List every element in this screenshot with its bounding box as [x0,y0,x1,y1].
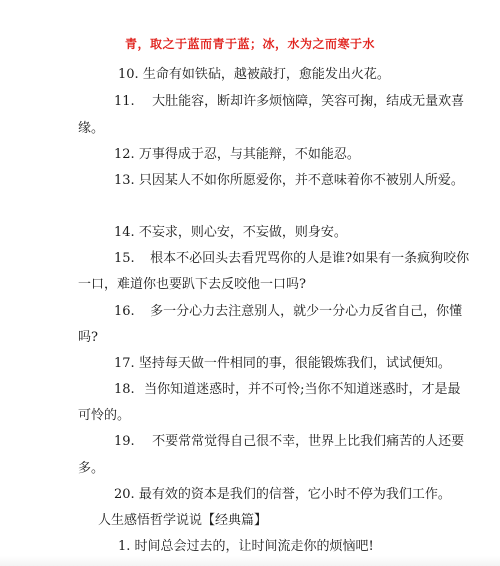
item-text: 不要常常觉得自己很不幸，世界上比我们痛苦的人还要 [152,434,465,449]
item-text: 万事得成于忍，与其能辩，不如能忍。 [138,147,360,162]
item-continuation: 一口，难道你也要趴下去反咬他一口吗? [78,277,306,292]
item-continuation: 缘。 [78,121,105,136]
list-item [114,146,360,163]
list-item [114,355,451,372]
item-text: 只因某人不如你所愿爱你，并不意味着你不被别人所爱。 [138,173,464,188]
item-number: 13. [114,173,135,188]
list-item [114,381,461,398]
list-item [114,172,464,189]
item-number: 14. [114,225,135,240]
item-number: 15. [114,251,135,266]
item-text: 当你知道迷惑时，并不可怜;当你不知道迷惑时，才是最 [144,382,461,397]
item-text: 生命有如铁砧，越被敲打，愈能发出火花。 [142,67,390,82]
item-text: 坚持每天做一件相同的事，很能锻炼我们，试试便知。 [138,356,451,371]
item-text: 多一分心力去注意别人，就少一分心力反省自己，你懂 [150,304,463,319]
list-item [114,224,347,241]
item-number: 18. [114,382,135,397]
list-item [114,303,462,320]
item-text: 根本不必回头去看咒骂你的人是谁?如果有一条疯狗咬你 [150,251,470,266]
list-item [114,486,451,503]
section-title: 人生感悟哲学说说【经典篇】 [98,513,268,528]
item-number: 17. [114,356,135,371]
list-item [114,250,469,267]
item-continuation: 吗? [78,330,98,345]
item-text: 大肚能容，断却许多烦恼障，笑容可掬，结成无量欢喜 [152,94,465,109]
page-header: 青，取之于蓝而青于蓝；冰，水为之而寒于水 [124,37,375,51]
item-continuation: 多。 [78,461,105,476]
list-item [118,66,390,83]
item-number: 16. [114,304,135,319]
item-continuation: 可怜的。 [78,408,131,423]
list-item [114,433,464,450]
item-text: 最有效的资本是我们的信誉，它小时不停为我们工作。 [138,487,451,502]
item-number: 11. [114,94,135,109]
list-item [118,538,374,555]
item-number: 10. [118,67,139,82]
page-bottom-fade [0,556,500,566]
list-item [114,93,464,110]
item-number: 19. [114,434,135,449]
item-text: 不妄求，则心安，不妄做，则身安。 [138,225,347,240]
item-number: 20. [114,487,135,502]
item-number: 12. [114,147,135,162]
item-text: 时间总会过去的，让时间流走你的烦恼吧! [134,539,374,554]
item-number: 1. [118,539,131,554]
